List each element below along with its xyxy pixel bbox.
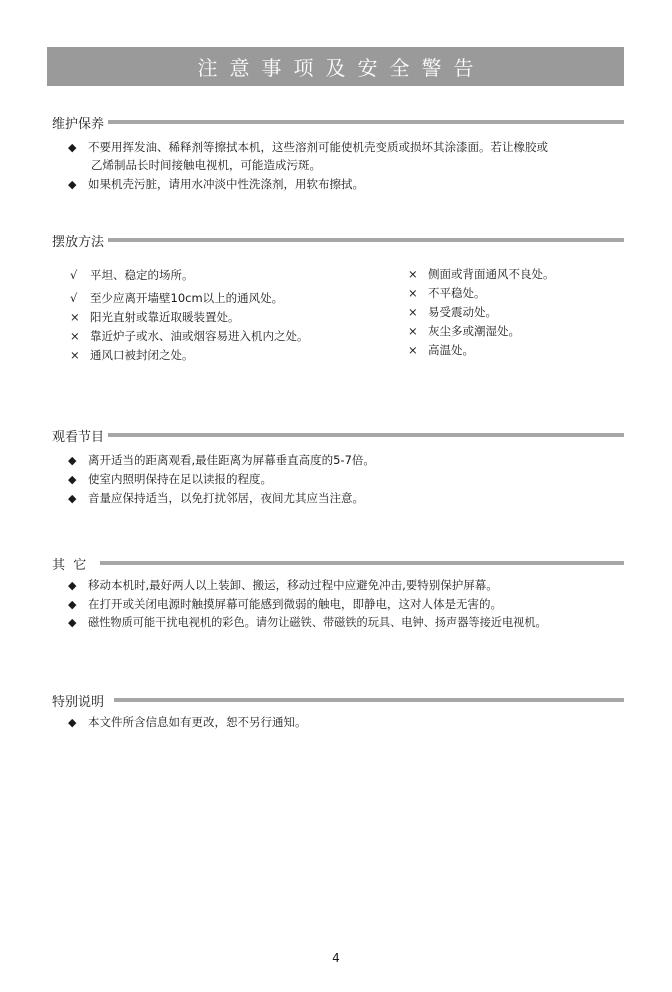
bullet-icon: ◆ xyxy=(68,454,77,467)
section-rule xyxy=(108,433,624,437)
section-header-other xyxy=(52,553,624,573)
list-item: ◆ 本文件所含信息如有更改，恕不另行通知。 xyxy=(68,715,307,729)
list-item: × 阳光直射或靠近取暖装置处。 xyxy=(70,310,240,324)
list-item: ◆ 使室内照明保持在足以读报的程度。 xyxy=(68,472,272,486)
section-title: 摆放方法 xyxy=(52,234,105,250)
list-item: × 灰尘多或潮湿处。 xyxy=(408,324,520,338)
list-item: ◆ 离开适当的距离观看,最佳距离为屏幕垂直高度的5-7倍。 xyxy=(68,453,375,467)
bullet-icon: ◆ xyxy=(68,141,77,154)
page-number: 4 xyxy=(332,951,340,965)
cross-icon: × xyxy=(408,305,418,319)
cross-icon: × xyxy=(408,267,418,281)
bullet-icon: ◆ xyxy=(68,579,77,592)
bullet-icon: ◆ xyxy=(68,178,77,191)
section-title: 观看节目 xyxy=(52,429,105,445)
list-item-continuation: 乙烯制品长时间接触电视机，可能造成污斑。 xyxy=(91,158,321,172)
list-item: ◆ 不要用挥发油、稀释剂等擦拭本机，这些溶剂可能使机壳变质或损坏其涂漆面。若让橡胶或 xyxy=(68,140,548,154)
check-icon: √ xyxy=(70,291,78,305)
section-header-viewing xyxy=(52,425,624,445)
list-item: × 易受震动处。 xyxy=(408,305,497,319)
cross-icon: × xyxy=(70,348,80,362)
cross-icon: × xyxy=(408,286,418,300)
cross-icon: × xyxy=(408,324,418,338)
section-rule xyxy=(114,698,624,702)
check-icon: √ xyxy=(70,268,78,282)
bullet-icon: ◆ xyxy=(68,616,77,629)
list-item: ◆ 移动本机时,最好两人以上装卸、搬运，移动过程中应避免冲击,要特别保护屏幕。 xyxy=(68,578,498,592)
section-rule xyxy=(100,561,624,565)
list-item: × 通风口被封闭之处。 xyxy=(70,348,194,362)
section-title: 特别说明 xyxy=(52,694,105,710)
section-header-notice xyxy=(52,690,624,710)
cross-icon: × xyxy=(70,310,80,324)
page-title-banner: 注意事项及安全警告 xyxy=(47,47,624,86)
list-item: ◆ 磁性物质可能干扰电视机的彩色。请勿让磁铁、带磁铁的玩具、电钟、扬声器等接近电视机。 xyxy=(68,616,547,629)
section-header-maintenance xyxy=(52,112,624,132)
section-rule xyxy=(108,238,624,242)
bullet-icon: ◆ xyxy=(68,716,77,729)
list-item: × 高温处。 xyxy=(408,343,474,357)
list-item: ◆ 在打开或关闭电源时触摸屏幕可能感到微弱的触电，即静电，这对人体是无害的。 xyxy=(68,597,502,611)
section-title: 维护保养 xyxy=(52,116,105,132)
bullet-icon: ◆ xyxy=(68,492,77,505)
bullet-icon: ◆ xyxy=(68,473,77,486)
list-item: × 靠近炉子或水、油或烟容易进入机内之处。 xyxy=(70,329,309,343)
list-item: ◆ 音量应保持适当，以免打扰邻居，夜间尤其应当注意。 xyxy=(68,491,364,505)
cross-icon: × xyxy=(408,343,418,357)
bullet-icon: ◆ xyxy=(68,598,77,611)
section-rule xyxy=(108,120,624,124)
list-item: × 侧面或背面通风不良处。 xyxy=(408,267,555,281)
list-item: √ 平坦、稳定的场所。 xyxy=(70,268,194,282)
cross-icon: × xyxy=(70,329,80,343)
section-title: 其 它 xyxy=(52,557,87,573)
list-item: × 不平稳处。 xyxy=(408,286,486,300)
section-header-placement xyxy=(52,230,624,250)
list-item: √ 至少应离开墙壁10cm以上的通风处。 xyxy=(70,291,284,305)
list-item: ◆ 如果机壳污脏，请用水冲淡中性洗涤剂，用软布擦拭。 xyxy=(68,177,364,191)
